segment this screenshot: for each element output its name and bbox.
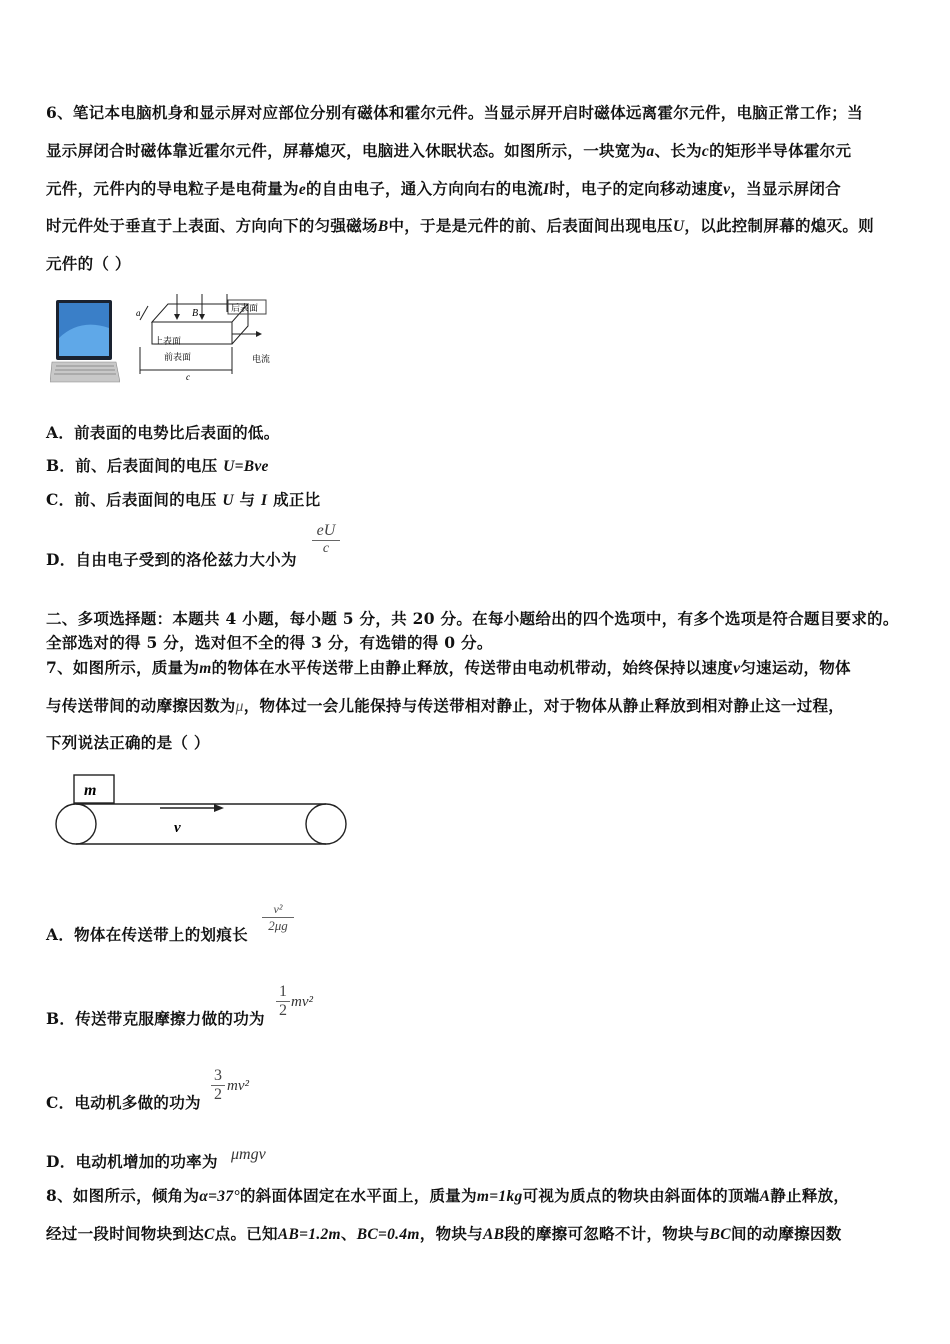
section-2-line-1: 二、多项选择题：本题共 4 小题，每小题 5 分，共 20 分。在每小题给出的四个选项中，有多个选项是符合题目要求的。 xyxy=(46,609,899,628)
q7-line-1: 7、如图所示，质量为m的物体在水平传送带上由静止释放，传送带由电动机带动，始终保持以速度v匀速运动，物体 xyxy=(46,658,851,677)
q7-option-b-fraction: $\frac{1}{2}$ xyxy=(276,983,290,1020)
section-2-line-2: 全部选对的得 5 分，选对但不全的得 3 分，有选错的得 0 分。 xyxy=(46,633,493,652)
q6-line-2: 显示屏闭合时磁体靠近霍尔元件，屏幕熄灭，电脑进入休眠状态。如图所示，一块宽为a、长为c的矩形半导体霍尔元 xyxy=(46,141,852,160)
q8-line-2: 经过一段时间物块到达C点。已知AB=1.2m、BC=0.4m，物块与AB段的摩擦可忽略不计，物块与BC间的动摩擦因数 xyxy=(46,1224,842,1243)
label-top-surface: 上表面 xyxy=(154,337,182,347)
label-current: 电流 xyxy=(252,355,271,365)
laptop-image xyxy=(50,298,120,386)
q7-option-d: D．电动机增加的功率为 xyxy=(46,1152,218,1171)
q7-option-b: B．传送带克服摩擦力做的功为 xyxy=(46,1009,265,1028)
q6-line-1: 6、笔记本电脑机身和显示屏对应部位分别有磁体和霍尔元件。当显示屏开启时磁体远离霍尔元件，电脑正常工作；当 xyxy=(46,103,863,122)
q7-option-a-fraction: $\frac{\text{v²}}{2\mu g}$ xyxy=(262,902,294,934)
q7-option-c-fraction: $\frac{3}{2}$ xyxy=(211,1067,225,1104)
block-label-m: m xyxy=(84,782,97,799)
q6-line-4: 时元件处于垂直于上表面、方向向下的匀强磁场B中，于是是元件的前、后表面间出现电压U，以此控制屏幕的熄灭。则 xyxy=(46,216,874,235)
label-c: c xyxy=(186,372,190,382)
label-b: B xyxy=(192,308,199,319)
q7-line-2: 与传送带间的动摩擦因数为μ，物体过一会儿能保持与传送带相对静止，对于物体从静止释放到相对静止这一过程， xyxy=(46,696,845,715)
q7-option-a: A．物体在传送带上的划痕长 xyxy=(46,925,248,944)
label-back-surface: 后表面 xyxy=(231,304,259,314)
label-a: a xyxy=(136,308,141,318)
hall-element-diagram xyxy=(132,292,282,392)
q7-line-3: 下列说法正确的是（ ） xyxy=(46,733,210,752)
q6-option-d-fraction: $\frac{eU}{c}$ xyxy=(312,522,340,557)
q7-option-d-math: μmgv xyxy=(231,1146,266,1163)
q6-line-5: 元件的（ ） xyxy=(46,254,131,273)
q7-option-c-tail: mv² xyxy=(227,1078,249,1094)
conveyor-belt-diagram xyxy=(52,772,352,848)
q7-option-c: C．电动机多做的功为 xyxy=(46,1093,201,1112)
q7-option-b-tail: mv² xyxy=(291,994,313,1010)
q6-option-b: B．前、后表面间的电压 U=Bve xyxy=(46,456,269,475)
q6-option-d: D．自由电子受到的洛伦兹力大小为 xyxy=(46,550,297,569)
belt-label-v: v xyxy=(174,820,181,836)
q8-line-1: 8、如图所示，倾角为α=37°的斜面体固定在水平面上，质量为m=1kg可视为质点的物块由斜面体的顶端A静止释放， xyxy=(46,1186,850,1205)
label-front-surface: 前表面 xyxy=(164,353,192,363)
q6-line-3: 元件，元件内的导电粒子是电荷量为e的自由电子，通入方向向右的电流I时，电子的定向移动速度v，当显示屏闭合 xyxy=(46,179,841,198)
q6-option-c: C．前、后表面间的电压 U 与 I 成正比 xyxy=(46,490,321,509)
q6-option-a: A．前表面的电势比后表面的低。 xyxy=(46,423,280,442)
